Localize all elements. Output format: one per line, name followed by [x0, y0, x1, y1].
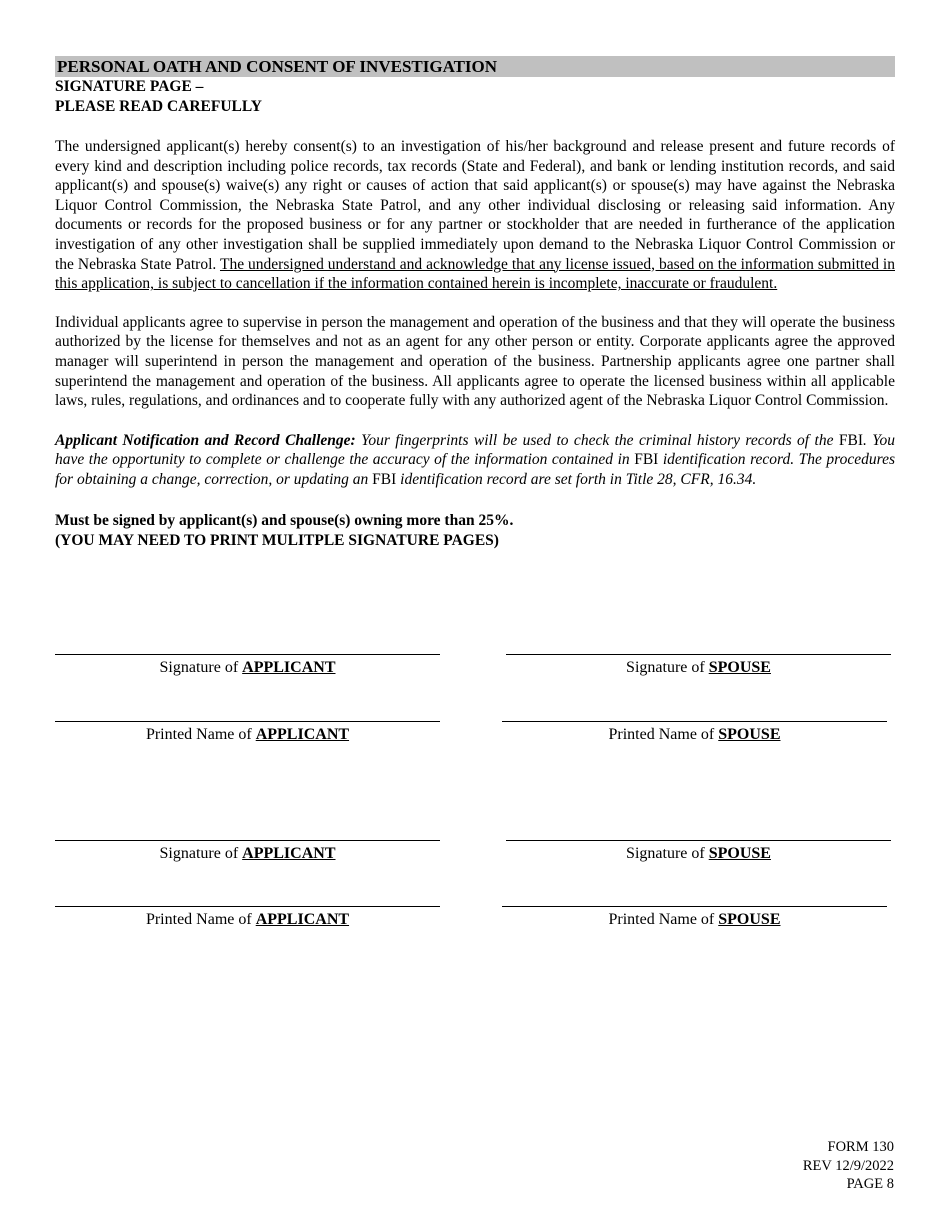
spouse-printed-name-label: Printed Name of SPOUSE	[608, 911, 781, 928]
subtitle-signature-page: SIGNATURE PAGE –	[55, 78, 204, 95]
applicant-signature-field[interactable]	[55, 840, 440, 864]
signature-row-1	[55, 654, 895, 684]
form-footer	[803, 1138, 894, 1194]
notification-text-2: . You have the opportunity to complete or challenge the accuracy of the information contained in	[55, 431, 895, 469]
applicant-printed-name-field[interactable]	[55, 721, 440, 745]
applicant-printed-name-line	[55, 721, 440, 722]
print-multiple-notice: (YOU MAY NEED TO PRINT MULITPLE SIGNATURE PAGES)	[55, 531, 499, 549]
spouse-printed-name-field[interactable]	[502, 721, 887, 745]
consent-text: The undersigned applicant(s) hereby consent(s) to an investigation of his/her background and release present and future records of every kind and description including police records, tax records (State and Federal), and bank or lending institution records, and said applicant(s) and spouse(s) waive(s) any right or causes of action that said applicant(s) or spouse(s) may have against the Nebraska Liquor Control Commission, the Nebraska State Patrol, and any other individual disclosing or releasing said information. Any documents or records for the proposed business or for any partner or stockholder that are needed in furtherance of the application investigation of any other investigation shall be supplied immediately upon demand to the Nebraska Liquor Control Commission or the Nebraska State Patrol.	[55, 138, 895, 273]
applicant-printed-name-line	[55, 906, 440, 907]
consent-paragraph	[55, 137, 895, 294]
applicant-signature-field[interactable]	[55, 654, 440, 678]
must-sign-notice: Must be signed by applicant(s) and spouse(s) owning more than 25%.	[55, 511, 514, 529]
notification-heading: Applicant Notification and Record Challenge:	[55, 431, 356, 449]
printed-name-row-2	[55, 906, 895, 936]
applicant-printed-name-label: Printed Name of APPLICANT	[145, 911, 350, 928]
fbi-text-3: FBI	[372, 470, 397, 488]
signature-row-2	[55, 840, 895, 870]
notification-text-4: identification record are set forth in Title 28, CFR, 16.34.	[400, 470, 757, 488]
notification-paragraph	[55, 431, 895, 490]
subtitle-read-carefully: PLEASE READ CAREFULLY	[55, 98, 262, 115]
spouse-signature-label: Signature of SPOUSE	[626, 659, 771, 676]
page-number: PAGE 8	[846, 1176, 894, 1192]
applicant-signature-label: Signature of APPLICANT	[159, 845, 336, 862]
applicant-signature-line	[55, 840, 440, 841]
spouse-printed-name-line	[502, 721, 887, 722]
spouse-printed-name-field[interactable]	[502, 906, 887, 930]
page-title: PERSONAL OATH AND CONSENT OF INVESTIGATION	[55, 56, 895, 77]
printed-name-row-1	[55, 721, 895, 751]
form-number: FORM 130	[827, 1139, 894, 1155]
notification-text-3: identification record. The procedures for obtaining a change, correction, or updating an	[55, 451, 896, 488]
spouse-signature-field[interactable]	[506, 840, 891, 864]
consent-underlined-text: The undersigned understand and acknowledge that any license issued, based on the information submitted in this application, is subject to cancellation if the information contained herein is incomplete, inaccurate or fraudulent.	[55, 255, 895, 293]
document-page	[55, 56, 895, 551]
applicant-signature-label: Signature of APPLICANT	[159, 659, 336, 676]
fbi-text-2: FBI	[634, 451, 659, 469]
spouse-signature-line	[506, 840, 891, 841]
applicant-printed-name-label: Printed Name of APPLICANT	[145, 726, 350, 743]
form-revision: REV 12/9/2022	[802, 1157, 894, 1174]
spouse-signature-label: Signature of SPOUSE	[626, 845, 771, 862]
spouse-signature-field[interactable]	[506, 654, 891, 678]
spouse-printed-name-label: Printed Name of SPOUSE	[608, 726, 781, 743]
applicant-printed-name-field[interactable]	[55, 906, 440, 930]
spouse-signature-line	[506, 654, 891, 655]
supervision-paragraph: Individual applicants agree to supervise in person the management and operation of the business and that they will operate the business authorized by the license for themselves and not as an agent for any other person or entity. Corporate applicants agree the approved manager will superintend in person the management and operation of the business. Partnership applicants agree one partner shall superintend the management and operation of the business. All applicants agree to operate the licensed business within all applicable laws, rules, regulations, and ordinances and to cooperate fully with any authorized agent of the Nebraska Liquor Control Commission.	[55, 313, 895, 410]
spouse-printed-name-line	[502, 906, 887, 907]
notification-text-1: Your fingerprints will be used to check the criminal history records of the	[361, 431, 834, 449]
applicant-signature-line	[55, 654, 440, 655]
fbi-text-1: FBI	[838, 431, 863, 449]
